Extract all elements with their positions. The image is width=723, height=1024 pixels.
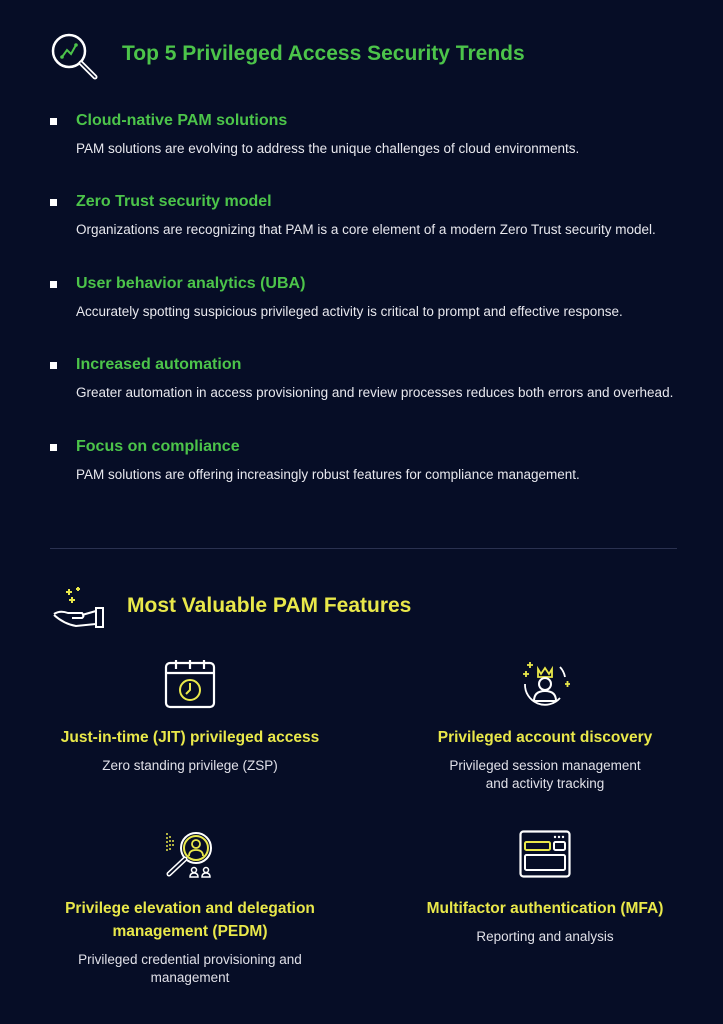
trend-title: Focus on compliance	[76, 438, 240, 455]
calendar-clock-icon	[164, 659, 216, 709]
feature-desc: Privileged credential provisioning and management	[78, 952, 302, 985]
features-title: Most Valuable PAM Features	[127, 594, 412, 617]
trend-desc: PAM solutions are evolving to address the unique challenges of cloud environments.	[76, 141, 580, 156]
trend-desc: Greater automation in access provisioning and review processes reduces both errors and overhead.	[76, 385, 674, 400]
bullet-icon	[50, 118, 57, 125]
feature-pedm	[40, 897, 340, 987]
magnifier-trend-icon	[48, 30, 100, 82]
feature-desc: Reporting and analysis	[476, 929, 614, 944]
feature-desc: Zero standing privilege (ZSP)	[102, 758, 278, 773]
user-search-icon	[164, 830, 216, 880]
feature-title: Just-in-time (JIT) privileged access	[60, 729, 320, 746]
feature-jit	[25, 726, 355, 775]
trend-desc: Accurately spotting suspicious privileged activity is critical to prompt and effective response.	[76, 304, 623, 319]
feature-desc: Privileged session management and activity tracking	[449, 758, 641, 791]
trend-title: User behavior analytics (UBA)	[76, 275, 306, 292]
trend-title: Cloud-native PAM solutions	[76, 112, 288, 129]
feature-title: Privilege elevation and delegation management (PEDM)	[65, 900, 315, 940]
feature-discovery	[380, 726, 710, 793]
feature-title: Privileged account discovery	[437, 729, 653, 746]
bullet-icon	[50, 199, 57, 206]
trend-title: Increased automation	[76, 356, 242, 373]
hand-sparkles-icon	[52, 586, 108, 630]
feature-title: Multifactor authentication (MFA)	[426, 900, 664, 917]
trend-desc: Organizations are recognizing that PAM is a core element of a modern Zero Trust security model.	[76, 222, 656, 237]
bullet-icon	[50, 444, 57, 451]
trend-desc: PAM solutions are offering increasingly robust features for compliance management.	[76, 467, 580, 482]
trend-title: Zero Trust security model	[76, 193, 272, 210]
browser-window-icon	[519, 830, 571, 878]
trends-title: Top 5 Privileged Access Security Trends	[122, 42, 525, 65]
divider	[50, 548, 677, 549]
user-crown-icon	[520, 659, 572, 709]
feature-mfa	[380, 897, 710, 946]
bullet-icon	[50, 362, 57, 369]
bullet-icon	[50, 281, 57, 288]
